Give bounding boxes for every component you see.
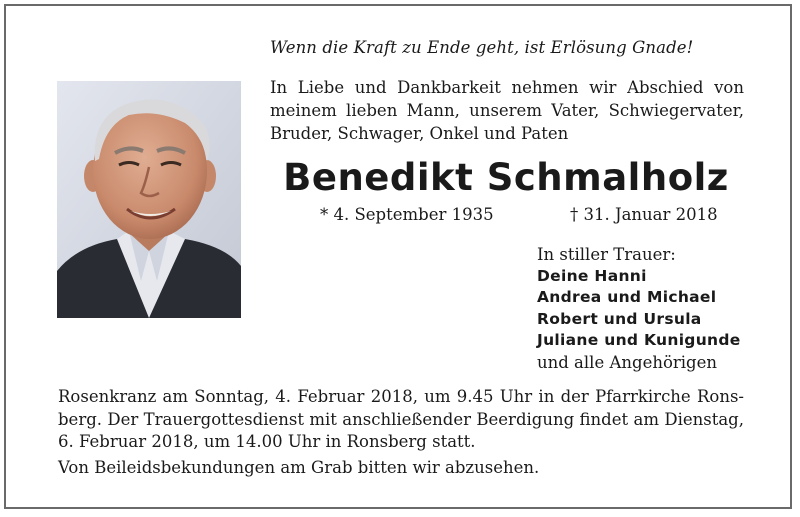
mourner-name: Andrea und Michael bbox=[537, 288, 717, 306]
mourners-heading: In stiller Trauer: bbox=[537, 245, 676, 264]
funeral-notice bbox=[58, 386, 744, 454]
mourner-name: Robert und Ursula bbox=[537, 309, 702, 328]
motto: Wenn die Kraft zu Ende geht, ist Erlösung Gnade! bbox=[270, 38, 694, 57]
notice-line: 6. Februar 2018, um 14.00 Uhr in Ronsberg statt. bbox=[58, 432, 476, 451]
intro-line: In Liebe und Dankbarkeit nehmen wir Abschied von bbox=[270, 78, 744, 97]
mourners-list bbox=[537, 244, 767, 373]
notice-line: berg. Der Trauergottesdienst mit anschließender Beerdigung findet am Dienstag, bbox=[58, 409, 744, 429]
birth-date: * 4. September 1935 bbox=[320, 205, 494, 224]
intro-line: Bruder, Schwager, Onkel und Paten bbox=[270, 124, 569, 143]
deceased-name: Benedikt Schmalholz bbox=[283, 156, 729, 199]
mourner-name: Juliane und Kunigunde bbox=[537, 331, 741, 349]
mourners-closing: und alle Angehörigen bbox=[537, 352, 718, 372]
intro-line: meinem lieben Mann, unserem Vater, Schwiegervater, bbox=[270, 101, 744, 120]
intro-text bbox=[270, 76, 744, 145]
death-date: † 31. Januar 2018 bbox=[570, 205, 718, 224]
portrait-photo bbox=[57, 81, 241, 318]
portrait-illustration bbox=[57, 81, 241, 318]
mourner-name: Deine Hanni bbox=[537, 266, 647, 285]
condolence-note: Von Beileidsbekundungen am Grab bitten wir abzusehen. bbox=[58, 458, 540, 477]
notice-line: Rosenkranz am Sonntag, 4. Februar 2018, um 9.45 Uhr in der Pfarrkirche Rons- bbox=[58, 387, 744, 406]
